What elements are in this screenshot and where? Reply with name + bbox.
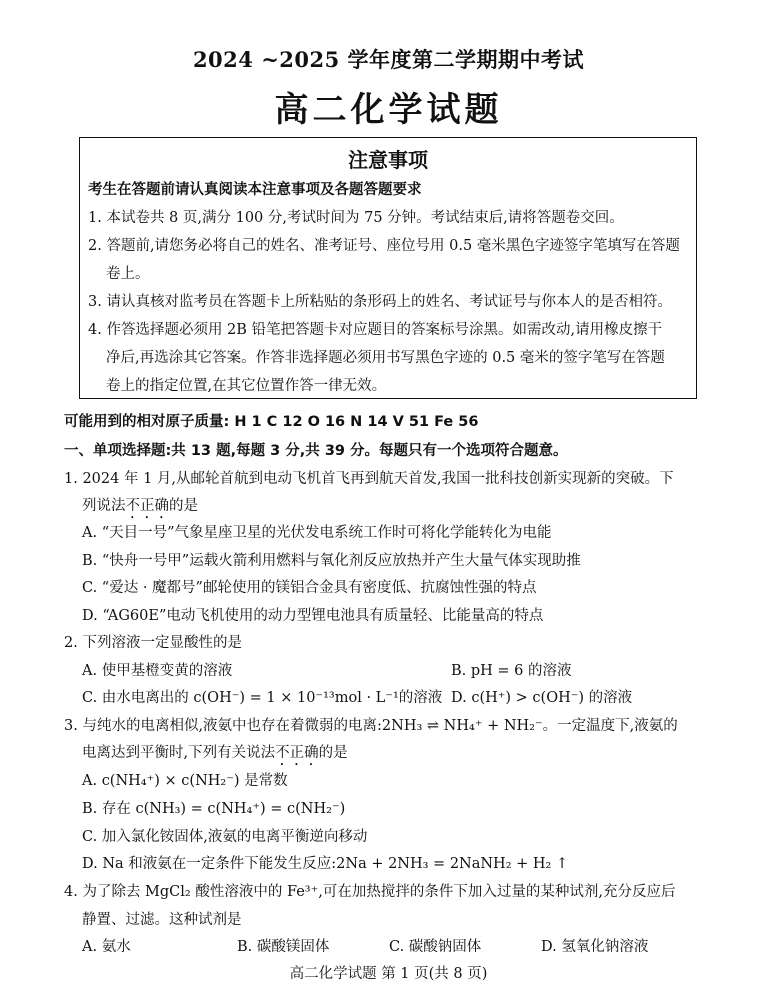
question-stem: 1. 2024 年 1 月,从邮轮首航到电动飞机首飞再到航天首发,我国一批科技创新实现新的突破。下	[64, 471, 674, 487]
notice-subtitle: 考生在答题前请认真阅读本注意事项及各题答题要求	[88, 182, 422, 198]
subject-title: 高二化学试题	[274, 90, 503, 130]
section-heading: 一、单项选择题:共 13 题,每题 3 分,共 39 分。每题只有一个选项符合题意。	[64, 443, 568, 459]
question-stem: 电离达到平衡时,下列有关说法不正确的是	[82, 745, 348, 761]
option-a: A. c(NH₄⁺) × c(NH₂⁻) 是常数	[82, 773, 288, 789]
exam-title: 2024 ~2025 学年度第二学期期中考试	[192, 47, 585, 72]
option-c: C. 碳酸钠固体	[389, 939, 482, 955]
emphasis-text: 不正确	[125, 498, 169, 514]
option-d: D. Na 和液氨在一定条件下能发生反应:2Na + 2NH₃ = 2NaNH₂ + H₂ ↑	[82, 856, 569, 872]
option-a: A. 使甲基橙变黄的溶液	[82, 663, 233, 679]
option-c: C. 加入氯化铵固体,液氨的电离平衡逆向移动	[82, 829, 368, 845]
question-stem: 列说法不正确的是	[82, 498, 198, 514]
notice-item: 4. 作答选择题必须用 2B 铅笔把答题卡对应题目的答案标号涂黑。如需改动,请用橡皮擦干	[88, 322, 663, 338]
question-stem: 4. 为了除去 MgCl₂ 酸性溶液中的 Fe³⁺,可在加热搅拌的条件下加入过量的某种试剂,充分反应后	[64, 884, 676, 900]
notice-item: 卷上。	[106, 266, 150, 282]
notice-item: 净后,再选涂其它答案。作答非选择题必须用书写黑色字迹的 0.5 毫米的签字笔写在答题	[106, 350, 665, 366]
option-b: B. 碳酸镁固体	[237, 939, 330, 955]
option-a: A. 氨水	[82, 939, 131, 955]
notice-box	[79, 137, 697, 399]
option-c: C. “爱达 · 魔都号”邮轮使用的镁铝合金具有密度低、抗腐蚀性强的特点	[82, 580, 537, 596]
notice-item: 卷上的指定位置,在其它位置作答一律无效。	[106, 378, 387, 394]
notice-title: 注意事项	[348, 148, 428, 172]
option-d: D. 氢氧化钠溶液	[541, 939, 649, 955]
notice-item: 2. 答题前,请您务必将自己的姓名、准考证号、座位号用 0.5 毫米黑色字迹签字笔填写在答题	[88, 238, 680, 254]
notice-item: 3. 请认真核对监考员在答题卡上所粘贴的条形码上的姓名、考试证号与你本人的是否相符。	[88, 294, 672, 310]
option-b: B. “快舟一号甲”运载火箭利用燃料与氧化剂反应放热并产生大量气体实现助推	[82, 553, 581, 569]
atomic-masses: 可能用到的相对原子质量: H 1 C 12 O 16 N 14 V 51 Fe 56	[64, 414, 479, 430]
option-d: D. “AG60E”电动飞机使用的动力型锂电池具有质量轻、比能量高的特点	[82, 608, 544, 624]
notice-item: 1. 本试卷共 8 页,满分 100 分,考试时间为 75 分钟。考试结束后,请将答题卷交回。	[88, 210, 624, 226]
option-d: D. c(H⁺) > c(OH⁻) 的溶液	[451, 690, 633, 706]
page-footer: 高二化学试题 第 1 页(共 8 页)	[289, 966, 488, 982]
option-b: B. pH = 6 的溶液	[451, 663, 572, 679]
question-stem: 2. 下列溶液一定显酸性的是	[64, 635, 242, 651]
emphasis-text: 不正确	[275, 745, 319, 761]
option-a: A. “天目一号”气象星座卫星的光伏发电系统工作时可将化学能转化为电能	[82, 525, 552, 541]
option-c: C. 由水电离出的 c(OH⁻) = 1 × 10⁻¹³mol · L⁻¹的溶液	[82, 690, 443, 706]
question-stem: 静置、过滤。这种试剂是	[82, 912, 242, 928]
option-b: B. 存在 c(NH₃) = c(NH₄⁺) = c(NH₂⁻)	[82, 801, 346, 817]
question-stem: 3. 与纯水的电离相似,液氨中也存在着微弱的电离:2NH₃ ⇌ NH₄⁺ + NH₂⁻。一定温度下,液氨的	[64, 718, 678, 734]
